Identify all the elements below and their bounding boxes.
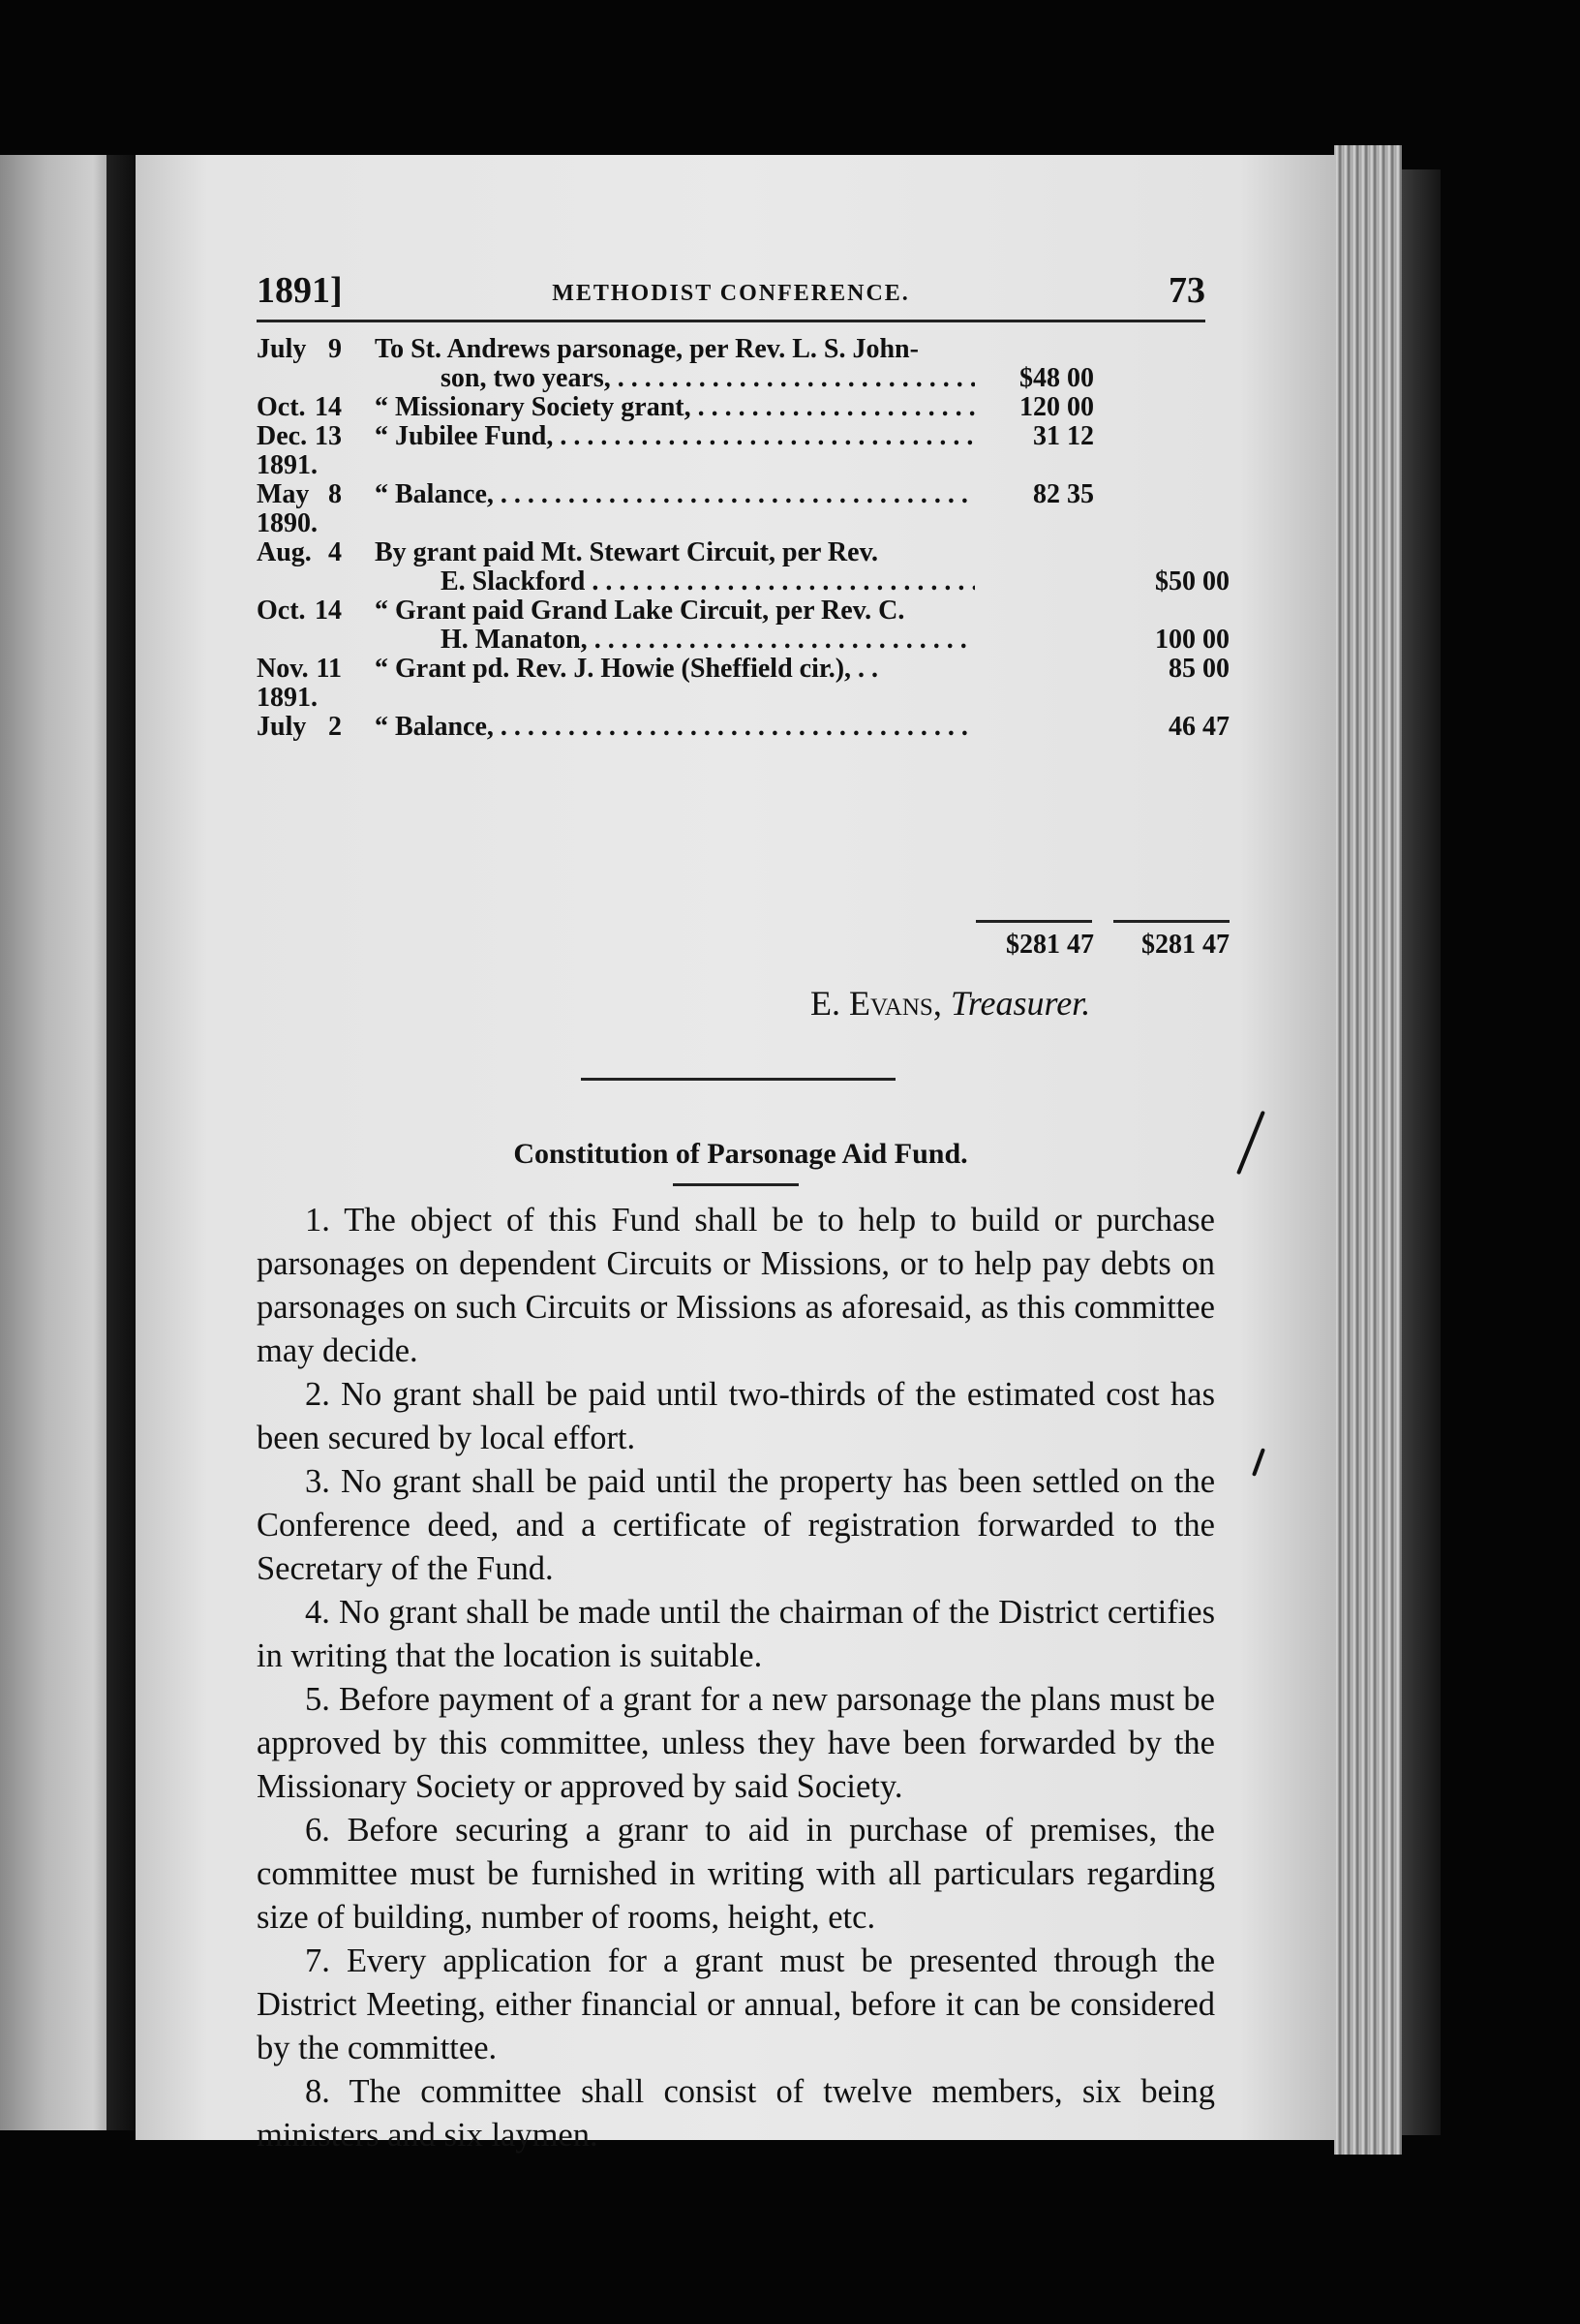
- ledger-month: Aug.: [257, 537, 312, 567]
- paragraph-number: 6.: [305, 1812, 330, 1849]
- total-rule-left: [976, 920, 1092, 923]
- paragraph-number: 1.: [305, 1202, 330, 1238]
- ledger-description: [375, 538, 975, 567]
- ledger-day: 8: [328, 479, 342, 509]
- book-gutter: [106, 155, 139, 2130]
- header-title: METHODIST CONFERENCE.: [552, 281, 910, 306]
- ledger-day: 14: [315, 392, 342, 422]
- paragraph-number: 8.: [305, 2073, 330, 2110]
- paragraph-text: No grant shall be paid until the property has been settled on the Conference deed, and a certificate of registration forwarded to the Secretary of the Fund.: [257, 1463, 1216, 1587]
- title-underline: [673, 1183, 799, 1186]
- ledger-row: [257, 626, 1351, 655]
- paragraph-number: 5.: [305, 1681, 330, 1718]
- section-divider: [581, 1078, 896, 1081]
- ledger-description: [375, 335, 975, 364]
- facing-page-edge: [0, 155, 116, 2130]
- ledger-day: 9: [328, 334, 342, 364]
- paragraph-text: Before securing a granr to aid in purchase of premises, the committee must be furnished in writing with all particulars regarding size of building, number of rooms, height, etc.: [257, 1812, 1215, 1936]
- ledger-amount-right: 100 00: [1155, 625, 1230, 655]
- header-year: 1891]: [257, 270, 343, 311]
- ledger-row: [257, 684, 1351, 713]
- ledger-month: Oct.: [257, 596, 306, 626]
- ledger-row: [257, 538, 1351, 567]
- ledger-row: [257, 713, 1351, 742]
- ledger-description-text: H. Manaton, . . .: [441, 626, 975, 655]
- ledger-day: 11: [316, 654, 342, 684]
- ledger-row: [257, 451, 1351, 480]
- paragraph-number: 2.: [305, 1376, 330, 1413]
- ledger-month: Dec.: [257, 421, 308, 451]
- paragraph-text: No grant shall be made until the chairman of the District certifies in writing that the location is suitable.: [257, 1594, 1216, 1674]
- book-page: [136, 155, 1336, 2154]
- ledger-description-text: “ Jubilee Fund, . . .: [375, 422, 975, 451]
- constitution-paragraph: [257, 2070, 1215, 2157]
- constitution-paragraph: [257, 1809, 1215, 1940]
- ledger-month: July: [257, 712, 307, 742]
- ledger-day: 2: [328, 712, 342, 742]
- ledger-month: Nov.: [257, 654, 309, 684]
- total-rule-right: [1113, 920, 1230, 923]
- paragraph-text: Every application for a grant must be presented through the District Meeting, either financial or annual, before it can be considered by the committee.: [257, 1942, 1216, 2066]
- ledger-day: 13: [315, 421, 342, 451]
- ledger-description-text: “ Balance, . . .: [375, 713, 975, 742]
- ledger-month: May: [257, 479, 310, 509]
- ledger-description-text: “ Grant pd. Rev. J. Howie (Sheffield cir.), . .: [375, 655, 879, 684]
- paragraph-text: The object of this Fund shall be to help to build or purchase parsonages on dependent Circuits or Missions, or to help pay debts on parsonages on such Circuits or Missions as aforesaid, as this committee may decide.: [257, 1202, 1215, 1369]
- treasurer-name: E. Evans,: [810, 984, 942, 1023]
- paragraph-text: The committee shall consist of twelve members, six being ministers and six laymen.: [257, 2073, 1215, 2154]
- ledger-description: [441, 364, 975, 393]
- ledger-row: [257, 480, 1351, 509]
- ledger-month: Oct.: [257, 392, 306, 422]
- ledger-row: [257, 422, 1351, 451]
- ledger-description-text: “ Missionary Society grant, . . .: [375, 393, 975, 422]
- book-cover-edge: [1402, 169, 1441, 2135]
- ledger-year: 1891.: [257, 450, 318, 480]
- ledger-description-text: son, two years, . . .: [441, 364, 975, 393]
- constitution-paragraph: [257, 1199, 1215, 1373]
- paragraph-text: No grant shall be paid until two-thirds of the estimated cost has been secured by local effort.: [257, 1376, 1216, 1456]
- ledger-description: [375, 422, 975, 451]
- ledger-row: [257, 655, 1351, 684]
- running-header: [257, 261, 1205, 322]
- constitution-paragraph: [257, 1460, 1215, 1591]
- paragraph-text: Before payment of a grant for a new parsonage the plans must be approved by this committee, unless they have been forwarded by the Missionary Society or approved by said Society.: [257, 1681, 1215, 1805]
- constitution-paragraph: [257, 1373, 1215, 1460]
- ledger-row: [257, 567, 1351, 596]
- total-right: $281 47: [1141, 930, 1230, 960]
- ledger-day: 14: [315, 596, 342, 626]
- ledger-description-text: “ Balance, . . .: [375, 480, 975, 509]
- ledger-row: [257, 393, 1351, 422]
- ledger-year: 1890.: [257, 508, 318, 538]
- page-number: 73: [1169, 270, 1205, 311]
- ledger-row: [257, 596, 1351, 626]
- ledger-description-text: By grant paid Mt. Stewart Circuit, per Rev.: [375, 538, 879, 567]
- ledger-row: [257, 364, 1351, 393]
- ledger-description-text: “ Grant paid Grand Lake Circuit, per Rev. C.: [375, 596, 905, 626]
- ledger-amount-right: $50 00: [1155, 566, 1230, 596]
- ledger-description: [375, 713, 975, 742]
- ledger-amount-right: 85 00: [1169, 654, 1230, 684]
- ledger-description-text: To St. Andrews parsonage, per Rev. L. S. John-: [375, 335, 919, 364]
- ledger-day: 4: [328, 537, 342, 567]
- ledger-description: [375, 393, 975, 422]
- ledger-description: [375, 480, 975, 509]
- ledger-row: [257, 335, 1351, 364]
- constitution-paragraph: [257, 1940, 1215, 2070]
- ledger-description: [375, 596, 975, 626]
- paragraph-number: 7.: [305, 1942, 330, 1979]
- section-title: Constitution of Parsonage Aid Fund.: [513, 1138, 968, 1170]
- pencil-mark: [1236, 1111, 1265, 1175]
- ledger-totals: [257, 930, 1351, 963]
- treasurer-signature: [810, 983, 1090, 1024]
- pencil-mark: [1252, 1448, 1265, 1477]
- constitution-text: [257, 1199, 1215, 2157]
- ledger-amount-left: 120 00: [1019, 392, 1094, 422]
- treasurer-ledger: [257, 335, 1351, 742]
- total-left: $281 47: [1006, 930, 1094, 960]
- paragraph-number: 4.: [305, 1594, 330, 1631]
- ledger-amount-left: $48 00: [1019, 363, 1094, 393]
- ledger-amount-left: 82 35: [1033, 479, 1094, 509]
- ledger-year: 1891.: [257, 683, 318, 713]
- ledger-row: [257, 509, 1351, 538]
- treasurer-title: Treasurer.: [950, 984, 1091, 1023]
- ledger-amount-right: 46 47: [1169, 712, 1230, 742]
- paragraph-number: 3.: [305, 1463, 330, 1500]
- ledger-description-text: E. Slackford . . .: [441, 567, 975, 596]
- ledger-month: July: [257, 334, 307, 364]
- constitution-paragraph: [257, 1678, 1215, 1809]
- ledger-description: [441, 567, 975, 596]
- ledger-description: [375, 655, 975, 684]
- ledger-description: [441, 626, 975, 655]
- constitution-paragraph: [257, 1591, 1215, 1678]
- ledger-amount-left: 31 12: [1033, 421, 1094, 451]
